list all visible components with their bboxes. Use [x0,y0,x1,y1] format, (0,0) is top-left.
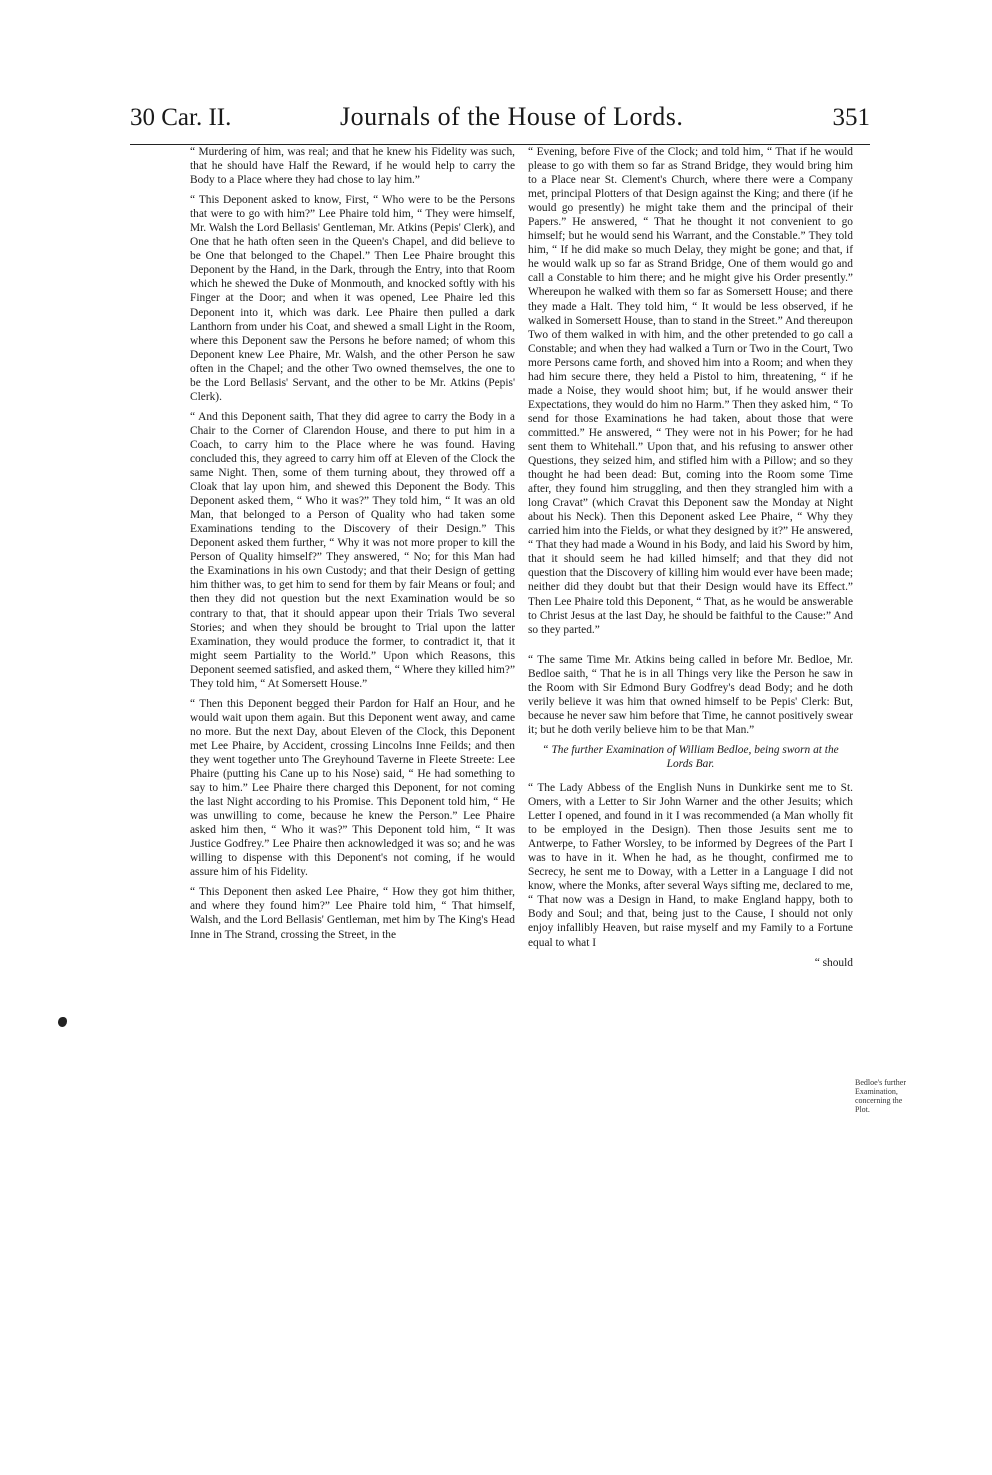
paragraph: “ Then this Deponent begged their Pardon for Half an Hour, and he would wait upon them again. But this Deponent went away, and came no more. But the next Day, about Eleven of the Clock, this Deponent met Lee Phaire, by Accident, crossing Lincolns Inne Feilds; and then they went together unto The Greyhound Taverne in Fleete Streete: Lee Phaire (putting his Cane up to his Nose) said, “ He had something to say to him.” Lee Phaire there charged this Deponent, for not coming the last Night according to his Promise. This Deponent told him, “ He was unwilling to come, because he knew the Person.” Lee Phaire asked him then, “ Who it was?” This Deponent told him, “ It was Justice Godfrey.” Lee Phaire then acknowledged it was so; and he was willing to dispense with this Deponent's not coming, if he would assure him of his Fidelity. [190,697,515,879]
margin-note: Bedloe's further Examination, concerning the Plot. [855,1078,906,1114]
page-number: 351 [832,104,870,131]
page-title: Journals of the House of Lords. [340,102,684,131]
paragraph: “ The same Time Mr. Atkins being called in before Mr. Bedloe, Mr. Bedloe saith, “ That he is in all Things very like the Person he saw in the Room with Sir Edmond Bury Godfrey's dead Body; and he doth verily believe it was him that owned himself to be Pepis' Clerk: But, because he never saw him before that Time, he cannot positively swear it; but he doth verily believe him to be that Man.” [528,653,853,736]
paragraph: “ This Deponent asked to know, First, “ Who were to be the Persons that were to go with him?” Lee Phaire told him, “ They were himself, Mr. Walsh the Lord Bellasis' Gentleman, Mr. Atkins (Pepis' Clerk), and One that he hath often seen in the Queen's Chapel, and did believe to be One that belonged to the Chapel.” Then Lee Phaire brought this Deponent by the Hand, in the Dark, through the Entry, into that Room which he shewed the Duke of Monmouth, and knocked softly with his Finger at the Door; and when it was opened, Lee Phaire led this Deponent into it, which was dark. Lee Phaire then pulled a dark Lanthorn from under his Coat, and shewed a small Light in the Room, where this Deponent saw the Persons he before named; of whom this Deponent knew Lee Phaire, Mr. Walsh, and the other Person he saw often in the Chapel; and the other Two owned themselves, the one to be the Lord Bellasis' Servant, and the other to be Mr. Atkins (Pepis' Clerk). [190,194,515,403]
paragraph: “ Murdering of him, was real; and that he knew his Fidelity was such, that he should have Half the Reward, if he would help to carry the Body to a Place where they had chose to lay him.” [190,146,515,187]
section-heading: “ The further Examination of William Bedloe, being sworn at the Lords Bar. [542,743,839,770]
ink-blot [58,1017,67,1027]
paragraph: “ And this Deponent saith, That they did agree to carry the Body in a Chair to the Corner of Clarendon House, and there to put him in a Coach, to carry him to the Place where he was found. Having concluded this, they agreed to carry him off at Eleven of the Clock the same Night. Then, some of them turning about, they throwed off a Cloak that lay upon him, and shewed this Deponent the Body. This Deponent asked them, “ Who it was?” They told him, “ It was an old Man, that belonged to a Person of Quality who had taken some Examinations tending to the Discovery of their Design.” This Deponent asked them further, “ Why it was not more proper to kill the Person of Quality himself?” They answered, “ No; for this Man had the Examinations in his own Custody; and that their Design of getting him thither was, to get him to send for them by fair Means or foul; and then they did not question but the next Examination would be so contrary to that, that it should appear upon their Trials Two several Stories; and when they should be brought to Trial upon the latter Examination, they would produce the former, to contradict it, that it might seem Partiality to the World.” Upon which Reasons, this Deponent seemed satisfied, and asked them, “ Where they killed him?” They told him, “ At Somersett House.” [190,410,515,690]
paragraph: “ Evening, before Five of the Clock; and told him, “ That if he would please to go with them so far as Strand Bridge, they would bring him to a Place near St. Clement's Church, where there were a Company met, principal Plotters of that Design against the King; and there (if he would go presently) he might take them and the principal of their Papers.” He answered, “ That he thought it not convenient to go himself; but he would send his Warrant, and the Constable.” They told him, “ If he did make so much Delay, they might be gone; and that, if he would walk up so far as Strand Bridge, One of them would go and call a Constable to him there; and he might give his Order presently.” Whereupon he walked with them so far as Somersett House; and there they made a Halt. They told him, “ It would be less observed, if he walked in Somersett House, than to stand in the Street.” And thereupon Two of them walked in with him, and the other pretended to go call a Constable; and when they had walked a Turn or Two in the Court, Two more Persons came forth, and shoved him into a Room; and when they had him secure there, they held a Pistol to him, threatening, “ if he made a Noise, they would shoot him; but, if he would answer their Expectations, they would do him no Harm.” Then they asked him, “ To send for those Examinations he had taken, about those that were committed.” He answered, “ They were not in his Power; for he had sent them to Whitehall.” Upon that, and his refusing to answer other Questions, they seized him, and stifled him with a Pillow; and so they thought he had been dead: But, coming into the Room some Time after, they found him struggling, and then they strangled him with a long Cravat” (which Cravat this Deponent saw the Monday at Night about his Neck). Then this Deponent asked Lee Phaire, “ Why they carried him into the Fields, or what they designed by it?” He answered, “ That they had made a Wound in his Body, and laid his Sword by him, that it should seem he had killed himself; and that they did not question that the Discovery of killing him would ever have been made; neither did they doubt but that their Design would have its Effect.” Then Lee Phaire told this Deponent, “ That, as he would be answerable to Christ Jesus at the last Day, he should be faithful to the Cause:” And so they parted.” [528,146,853,636]
right-column [528,145,853,970]
paragraph: “ The Lady Abbess of the English Nuns in Dunkirke sent me to St. Omers, with a Letter to Sir John Warner and the other Jesuits; which Letter I opened, and found in it I was recommended (a Man wholly fit to be employed in the Design). Then those Jesuits sent me to Antwerpe, to Father Worsley, to be informed by Degrees of the Part I was to have in it. When he had, as he thought, confirmed me to Secrecy, he sent me to Doway, with a Letter in a Language I did not know, where the Monks, after several Ways sifting me, declared to me, “ That now was a Design in Hand, to make England happy, both to Body and Soul; and that, being just to the Cause, I should not only enjoy infallibly Heaven, but raise myself and my Family to a Fortune equal to what I [528,782,853,949]
paragraph: “ This Deponent then asked Lee Phaire, “ How they got him thither, and where they found him?” Lee Phaire told him, “ That himself, Walsh, and the Lord Bellasis' Gentleman, met him by The King's Head Inne in The Strand, crossing the Street, in the [190,886,515,941]
left-column [190,145,515,942]
catchword: “ should [814,956,853,969]
running-head [130,100,870,145]
regnal-year: 30 Car. II. [130,104,232,131]
